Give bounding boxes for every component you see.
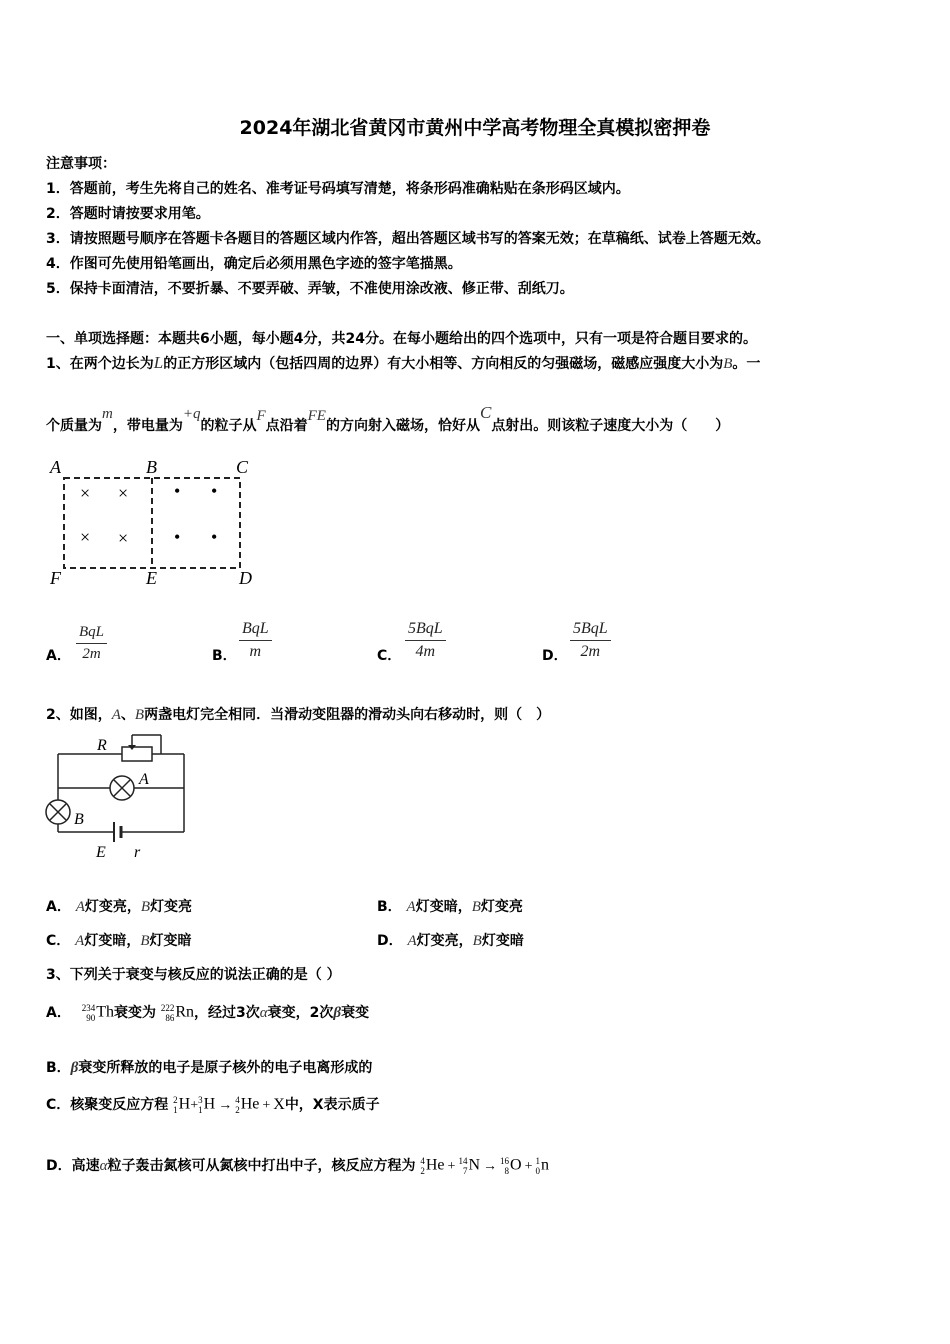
q3-option-d[interactable]: D．高速α粒子轰击氮核可从氮核中打出中子，核反应方程为 4 2 He + 14 7 N → 16 8 O + 1 0 n (46, 1156, 549, 1177)
section-heading: 一、单项选择题：本题共6小题，每小题4分，共24分。在每小题给出的四个选项中，只有一项是符合题目要求的。 (46, 331, 757, 347)
label-r-rheostat: R (97, 737, 107, 754)
label-lamp-a: A (139, 771, 149, 788)
field-out-symbol: • (174, 481, 181, 501)
q1-option-d-fraction[interactable]: 5BqL 2m (570, 620, 611, 661)
notice-item: 2．答题时请按要求用笔。 (46, 206, 210, 222)
q3-stem: 3、下列关于衰变与核反应的说法正确的是（ ） (46, 967, 341, 983)
q1-option-a-fraction[interactable]: BqL 2m (76, 624, 107, 663)
field-out-symbol: • (211, 481, 218, 501)
q2-option-a[interactable]: A． A灯变亮，B灯变亮 (46, 899, 193, 915)
q2-stem: 2、如图，A、B两盏电灯完全相同．当滑动变阻器的滑动头向右移动时，则（ ） (46, 707, 551, 723)
label-B: B (146, 457, 157, 477)
field-out-symbol: • (211, 527, 218, 547)
field-into-symbol: × (80, 483, 91, 503)
label-C: C (236, 457, 249, 477)
notice-item: 1．答题前，考生先将自己的姓名、准考证号码填写清楚，将条形码准确粘贴在条形码区域内。 (46, 181, 630, 197)
q1-option-d-letter[interactable]: D． (542, 648, 568, 664)
q2-circuit-figure (44, 732, 194, 864)
notice-heading: 注意事项： (46, 156, 116, 172)
q1-option-a-letter[interactable]: A． (46, 648, 71, 664)
label-E: E (146, 568, 157, 588)
q1-option-b-fraction[interactable]: BqL m (239, 620, 272, 661)
label-D: D (239, 568, 252, 588)
page-title: 2024年湖北省黄冈市黄州中学高考物理全真模拟密押卷 (239, 117, 711, 139)
q1-option-c-letter[interactable]: C． (377, 648, 402, 664)
notice-item: 5．保持卡面清洁，不要折暴、不要弄破、弄皱，不准使用涂改液、修正带、刮纸刀。 (46, 281, 574, 297)
q1-option-b-letter[interactable]: B． (212, 648, 237, 664)
label-F: F (50, 568, 61, 588)
label-internal-r: r (134, 844, 141, 861)
field-into-symbol: × (118, 528, 129, 548)
q3-option-c[interactable]: C．核聚变反应方程 2 1 H+ 3 1 H → 4 2 He + X中，X表示质子 (46, 1095, 380, 1116)
notice-item: 3．请按照题号顺序在答题卡各题目的答题区域内作答，超出答题区域书写的答案无效；在草稿纸、试卷上答题无效。 (46, 231, 770, 247)
rheostat (122, 747, 152, 761)
q1-option-c-fraction[interactable]: 5BqL 4m (405, 620, 446, 661)
q3-option-b[interactable]: B．β衰变所释放的电子是原子核外的电子电离形成的 (46, 1060, 373, 1076)
notice-item: 4．作图可先使用铅笔画出，确定后必须用黑色字迹的签字笔描黑。 (46, 256, 462, 272)
field-out-symbol: • (174, 527, 181, 547)
q2-option-c[interactable]: C． A灯变暗，B灯变暗 (46, 933, 192, 949)
field-into-symbol: × (80, 527, 91, 547)
label-lamp-b: B (74, 811, 84, 828)
label-emf: E (96, 844, 106, 861)
q2-option-b[interactable]: B． A灯变暗，B灯变亮 (377, 899, 523, 915)
q3-option-a[interactable]: A． 234 90 Th衰变为 222 86 Rn，经过3次α衰变，2次β衰变 (46, 1003, 370, 1024)
q1-stem-line2: 个质量为m，带电量为+q的粒子从F点沿着FE的方向射入磁场，恰好从C点射出。则该粒子速度大小为（ ） (46, 403, 730, 434)
label-A: A (50, 457, 61, 477)
field-into-symbol: × (118, 483, 129, 503)
q2-option-d[interactable]: D． A灯变亮，B灯变暗 (377, 933, 524, 949)
q1-magnetic-field-figure (44, 455, 264, 590)
q1-stem-line1: 1、在两个边长为L的正方形区域内（包括四周的边界）有大小相等、方向相反的匀强磁场，磁感应强度大小为B。一 (46, 353, 761, 372)
